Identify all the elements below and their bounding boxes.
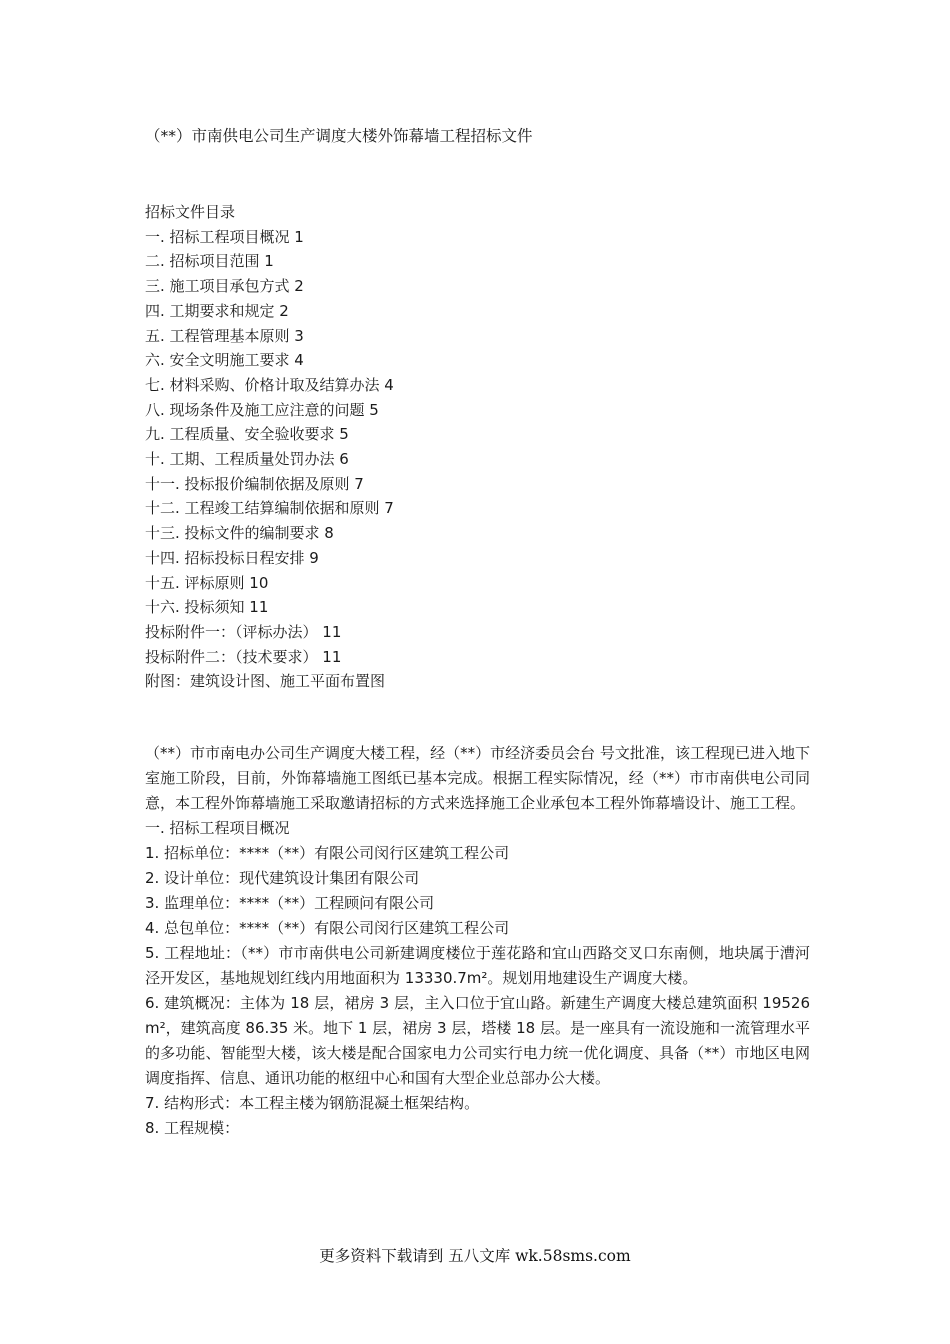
toc-item: 十六. 投标须知 11: [145, 598, 269, 617]
document-body: [145, 741, 810, 1141]
toc-item: 五. 工程管理基本原则 3: [145, 326, 304, 345]
list-item: 3. 监理单位：****（**）工程顾问有限公司: [145, 894, 435, 912]
toc-item: 十四. 招标投标日程安排 9: [145, 548, 319, 567]
table-of-contents: [145, 200, 810, 694]
toc-item: 八. 现场条件及施工应注意的问题 5: [145, 400, 379, 419]
toc-item: 投标附件二：（技术要求） 11: [145, 647, 342, 666]
intro-paragraph: （**）市市南电办公司生产调度大楼工程，经（**）市经济委员会台 号文批准，该工程现已进入地下室施工阶段，目前，外饰幕墙施工图纸已基本完成。根据工程实际情况，经（**）市市南供电公司同意，本工程外饰幕墙施工采取邀请招标的方式来选择施工企业承包本工程外饰幕墙设计、施工工程。: [145, 744, 810, 812]
toc-item: 二. 招标项目范围 1: [145, 252, 274, 271]
toc-heading: 招标文件目录: [145, 203, 236, 221]
list-item: 8. 工程规模：: [145, 1119, 240, 1137]
list-item: 4. 总包单位：****（**）有限公司闵行区建筑工程公司: [145, 919, 510, 937]
list-item: 1. 招标单位：****（**）有限公司闵行区建筑工程公司: [145, 844, 510, 862]
document-title: （**）市南供电公司生产调度大楼外饰幕墙工程招标文件: [145, 127, 533, 145]
toc-item: 七. 材料采购、价格计取及结算办法 4: [145, 375, 394, 394]
toc-item: 十三. 投标文件的编制要求 8: [145, 524, 334, 543]
toc-item: 四. 工期要求和规定 2: [145, 301, 289, 320]
footer-note: 更多资料下载请到 五八文库 wk.58sms.com: [319, 1247, 631, 1265]
toc-item: 十二. 工程竣工结算编制依据和原则 7: [145, 499, 394, 518]
list-item: 6. 建筑概况：主体为 18 层，裙房 3 层，主入口位于宜山路。新建生产调度大楼总建筑面积 19526m²，建筑高度 86.35 米。地下 1 层，裙房 3 层，塔楼 18 层。是一座具有一流设施和一流管理水平的多功能、智能型大楼，该大楼是配合国家电力公司实行电力统一优化调度、具备（**）市地区电网调度指挥、信息、通讯功能的枢纽中心和国有大型企业总部办公大楼。: [145, 994, 810, 1087]
section-heading: 一. 招标工程项目概况: [145, 819, 290, 837]
toc-item: 投标附件一：（评标办法） 11: [145, 622, 342, 641]
toc-item: 九. 工程质量、安全验收要求 5: [145, 425, 349, 444]
toc-item: 六. 安全文明施工要求 4: [145, 351, 304, 370]
list-item: 5. 工程地址：（**）市市南供电公司新建调度楼位于莲花路和宜山西路交叉口东南侧，地块属于漕河泾开发区，基地规划红线内用地面积为 13330.7m²。规划用地建设生产调度大楼。: [145, 944, 810, 987]
toc-item: 三. 施工项目承包方式 2: [145, 277, 304, 296]
toc-item: 一. 招标工程项目概况 1: [145, 227, 304, 246]
toc-item: 十. 工期、工程质量处罚办法 6: [145, 450, 349, 469]
toc-item: 十一. 投标报价编制依据及原则 7: [145, 474, 364, 493]
toc-item: 十五. 评标原则 10: [145, 573, 269, 592]
toc-item: 附图：建筑设计图、施工平面布置图: [145, 672, 386, 691]
list-item: 7. 结构形式：本工程主楼为钢筋混凝土框架结构。: [145, 1094, 480, 1112]
list-item: 2. 设计单位：现代建筑设计集团有限公司: [145, 869, 420, 887]
